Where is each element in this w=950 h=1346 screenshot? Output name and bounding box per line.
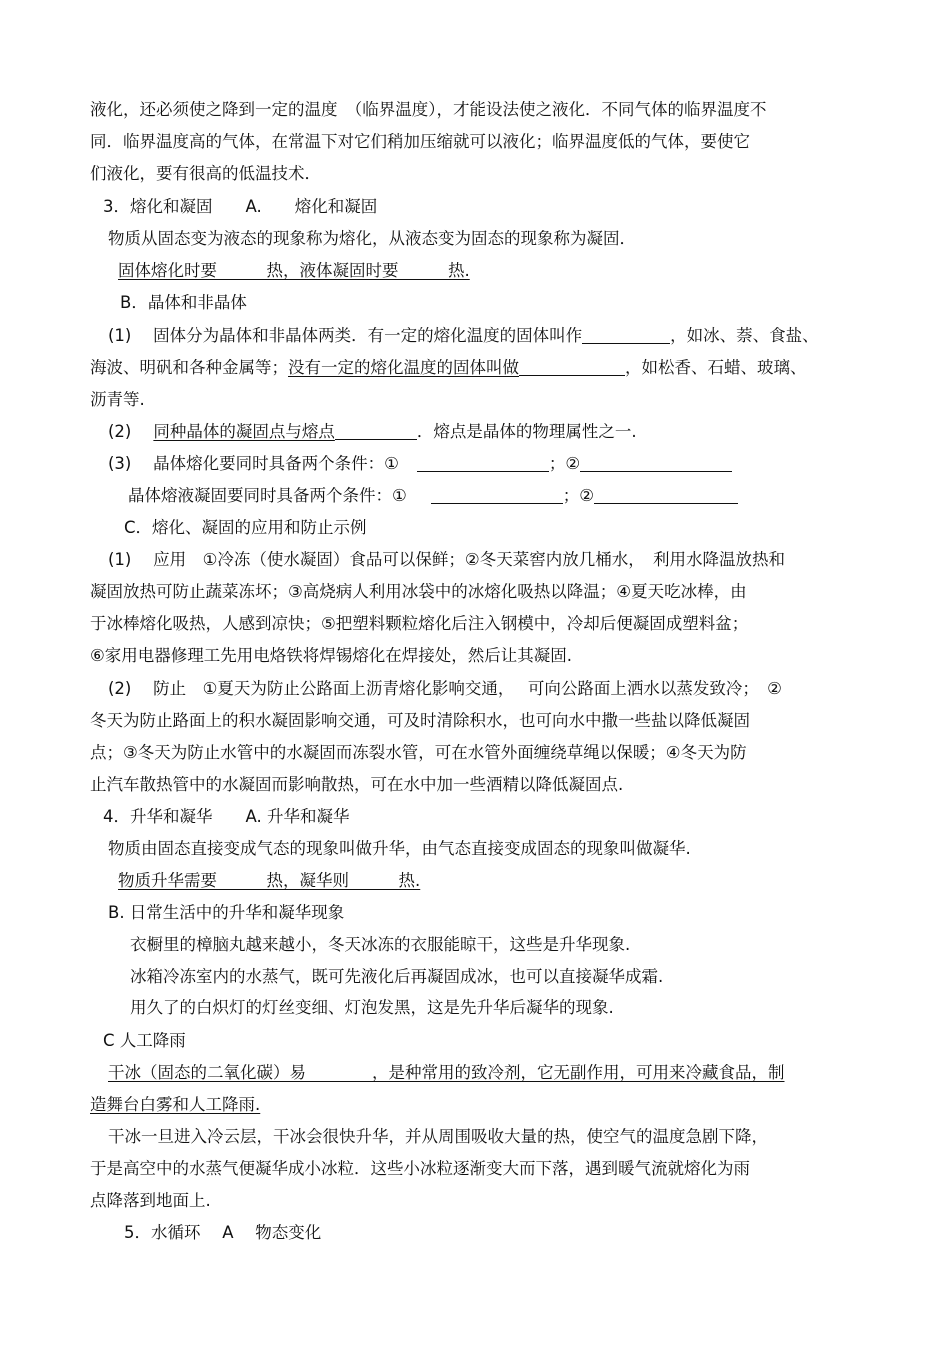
text-line: 于是高空中的水蒸气便凝华成小冰粒．这些小冰粒逐渐变大而下落，遇到暖气流就熔化为雨 [90, 1159, 750, 1178]
text-line: (2) 同种晶体的凝固点与熔点 ．熔点是晶体的物理属性之一. [108, 422, 637, 441]
answer-blank [335, 421, 417, 440]
text-line: 沥青等. [90, 390, 145, 409]
answer-blank [582, 325, 670, 344]
answer-blank [580, 453, 732, 472]
text-line: 凝固放热可防止蔬菜冻坏；③高烧病人利用冰袋中的冰熔化吸热以降温；④夏天吃冰棒，由 [90, 582, 747, 601]
text-line: 衣橱里的樟脑丸越来越小，冬天冰冻的衣服能晾干，这些是升华现象. [130, 935, 631, 954]
text-line: 点；③冬天为防止水管中的水凝固而冻裂水管，可在水管外面缠绕草绳以保暖；④冬天为防 [90, 743, 747, 762]
answer-blank [417, 453, 549, 472]
answer-blank [431, 485, 563, 504]
text-line: (1) 应用 ①冷冻（使水凝固）食品可以保鲜；②冬天菜窖内放几桶水， 利用水降温放热和 [108, 550, 785, 569]
text-line: 干冰一旦进入冷云层，干冰会很快升华，并从周围吸收大量的热，使空气的温度急剧下降， [108, 1127, 768, 1146]
fill-blank-heat: 物质升华需要 热，凝华则 热. [118, 871, 421, 890]
text-line: 用久了的白炽灯的灯丝变细、灯泡发黑，这是先升华后凝华的现象. [130, 998, 614, 1017]
subsection-heading-b: B. 日常生活中的升华和凝华现象 [108, 903, 345, 922]
section-heading-3: 3．熔化和凝固 A. 熔化和凝固 [103, 197, 378, 216]
fill-blank-heat: 固体熔化时要 热，液体凝固时要 热. [118, 261, 470, 280]
text-line: 止汽车散热管中的水凝固而影响散热，可在水中加一些酒精以降低凝固点. [90, 775, 624, 794]
text-line: (3) 晶体熔化要同时具备两个条件：① ；② [108, 453, 732, 475]
subsection-heading-c: C．熔化、凝固的应用和防止示例 [124, 518, 367, 537]
text-line: ⑥家用电器修理工先用电烙铁将焊锡熔化在焊接处，然后让其凝固. [90, 646, 573, 665]
subsection-heading-c: C 人工降雨 [103, 1031, 186, 1050]
section-heading-5: 5．水循环 A 物态变化 [124, 1223, 322, 1242]
text-line: 干冰（固态的二氧化碳）易 ，是种常用的致冷剂，它无副作用，可用来冷藏食品，制 [108, 1063, 785, 1082]
text-line: 于冰棒熔化吸热，人感到凉快；⑤把塑料颗粒熔化后注入钢模中，冷却后便凝固成塑料盆； [90, 614, 749, 633]
text-line: 冬天为防止路面上的积水凝固影响交通，可及时清除积水，也可向水中撒一些盐以降低凝固 [90, 711, 750, 730]
text-line: (2) 防止 ①夏天为防止公路面上沥青熔化影响交通， 可向公路面上洒水以蒸发致冷； ② [108, 679, 782, 698]
answer-blank [519, 357, 625, 376]
text-line: 点降落到地面上. [90, 1191, 211, 1210]
definition-melting: 物质从固态变为液态的现象称为熔化，从液态变为固态的现象称为凝固． [108, 229, 636, 248]
text-line: 晶体熔液凝固要同时具备两个条件：① ；② [128, 485, 738, 507]
section-heading-4: 4．升华和凝华 A. 升华和凝华 [103, 807, 350, 826]
text-line: 造舞台白雾和人工降雨. [90, 1095, 261, 1114]
text-line: 冰箱冷冻室内的水蒸气，既可先液化后再凝固成冰，也可以直接凝华成霜. [130, 967, 664, 986]
answer-blank [594, 485, 738, 504]
text-line: 们液化，要有很高的低温技术． [90, 164, 321, 183]
text-line: (1) 固体分为晶体和非晶体两类．有一定的熔化温度的固体叫作 ，如冰、萘、食盐、 [108, 326, 819, 345]
subsection-heading-b: B．晶体和非晶体 [120, 293, 247, 312]
text-line: 海波、明矾和各种金属等；没有一定的熔化温度的固体叫做 ，如松香、石蜡、玻璃、 [90, 358, 807, 377]
text-line: 同．临界温度高的气体，在常温下对它们稍加压缩就可以液化；临界温度低的气体，要使它 [90, 132, 750, 151]
definition-sublimation: 物质由固态直接变成气态的现象叫做升华，由气态直接变成固态的现象叫做凝华. [108, 839, 691, 858]
text-line: 液化，还必须使之降到一定的温度 （临界温度），才能设法使之液化．不同气体的临界温度不 [90, 100, 767, 119]
